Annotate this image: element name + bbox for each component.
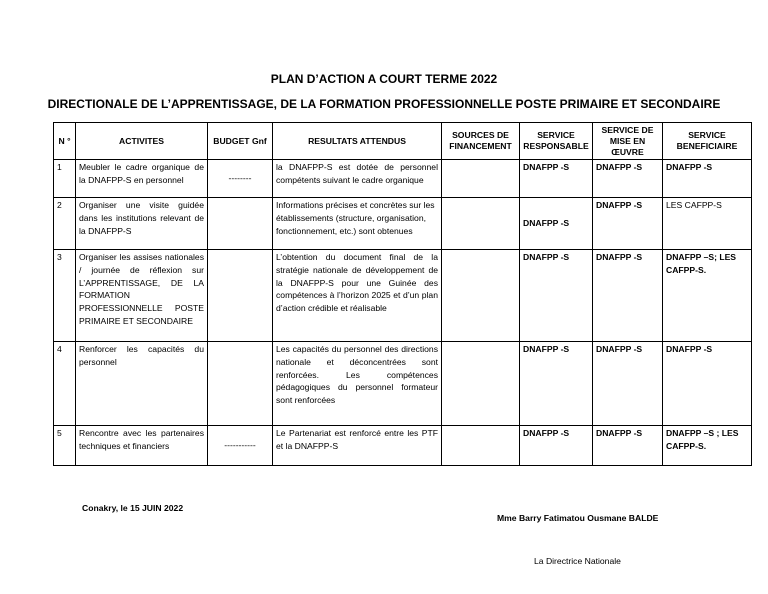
row-responsable: DNAFPP -S — [520, 198, 593, 250]
row-sources — [442, 250, 520, 342]
row-activite: Renforcer les capacités du personnel — [76, 342, 208, 426]
row-sources — [442, 342, 520, 426]
row-num: 2 — [54, 198, 76, 250]
table-header-row — [54, 123, 752, 160]
row-budget: ----------- — [208, 426, 273, 466]
header-responsable: SERVICE RESPONSABLE — [520, 123, 593, 160]
place-date: Conakry, le 15 JUIN 2022 — [82, 503, 184, 513]
document-title: PLAN D’ACTION A COURT TERME 2022 — [270, 72, 498, 86]
table-row — [54, 160, 752, 198]
signatory-role: La Directrice Nationale — [534, 556, 621, 566]
row-resultats: la DNAFPP-S est dotée de personnel compétents suivant le cadre organique — [273, 160, 442, 198]
row-num: 3 — [54, 250, 76, 342]
row-beneficiaire: DNAFPP -S — [663, 342, 752, 426]
row-sources — [442, 198, 520, 250]
action-plan-table — [53, 122, 752, 466]
row-responsable: DNAFPP -S — [520, 342, 593, 426]
table-row — [54, 342, 752, 426]
row-resultats: Informations précises et concrètes sur les établissements (structure, organisation, fonctionnement, etc.) sont obtenues — [273, 198, 442, 250]
table-row — [54, 250, 752, 342]
header-mise-en-oeuvre: SERVICE DE MISE EN ŒUVRE — [593, 123, 663, 160]
header-beneficiaire: SERVICE BENEFICIAIRE — [663, 123, 752, 160]
row-activite: Organiser une visite guidée dans les institutions relevant de la DNAFPP-S — [76, 198, 208, 250]
row-responsable: DNAFPP -S — [520, 426, 593, 466]
signatory-name: Mme Barry Fatimatou Ousmane BALDE — [497, 513, 659, 523]
row-responsable: DNAFPP -S — [520, 250, 593, 342]
row-mise-en-oeuvre: DNAFPP -S — [593, 198, 663, 250]
row-beneficiaire: DNAFPP -S — [663, 160, 752, 198]
row-num: 5 — [54, 426, 76, 466]
row-mise-en-oeuvre: DNAFPP -S — [593, 250, 663, 342]
row-activite: Meubler le cadre organique de la DNAFPP-S en personnel — [76, 160, 208, 198]
row-activite: Rencontre avec les partenaires techniques et financiers — [76, 426, 208, 466]
row-beneficiaire: DNAFPP –S ; LES CAFPP-S. — [663, 426, 752, 466]
row-budget — [208, 198, 273, 250]
row-budget — [208, 342, 273, 426]
row-mise-en-oeuvre: DNAFPP -S — [593, 342, 663, 426]
row-sources — [442, 426, 520, 466]
table-row — [54, 426, 752, 466]
header-activites: ACTIVITES — [76, 123, 208, 160]
row-beneficiaire: LES CAFPP-S — [663, 198, 752, 250]
row-responsable: DNAFPP -S — [520, 160, 593, 198]
document-subtitle: DIRECTIONALE DE L’APPRENTISSAGE, DE LA FORMATION PROFESSIONNELLE POSTE PRIMAIRE ET SECONDAIRE — [47, 97, 721, 111]
row-resultats: L’obtention du document final de la stratégie nationale de développement de la DNAFPP-S pour une Guinée des compétences à l’horizon 2025 et d’un plan d’action crédible et réalisable — [273, 250, 442, 342]
row-sources — [442, 160, 520, 198]
header-num: N ° — [54, 123, 76, 160]
row-budget — [208, 250, 273, 342]
row-activite: Organiser les assises nationales / journée de réflexion sur L’APPRENTISSAGE, DE LA FORMATION PROFESSIONNELLE POSTE PRIMAIRE ET SECONDAIRE — [76, 250, 208, 342]
row-mise-en-oeuvre: DNAFPP -S — [593, 160, 663, 198]
row-mise-en-oeuvre: DNAFPP -S — [593, 426, 663, 466]
row-beneficiaire: DNAFPP –S; LES CAFPP-S. — [663, 250, 752, 342]
header-budget: BUDGET Gnf — [208, 123, 273, 160]
table-row — [54, 198, 752, 250]
row-resultats: Le Partenariat est renforcé entre les PTF et la DNAFPP-S — [273, 426, 442, 466]
row-num: 4 — [54, 342, 76, 426]
header-sources: SOURCES DE FINANCEMENT — [442, 123, 520, 160]
row-num: 1 — [54, 160, 76, 198]
row-resultats: Les capacités du personnel des directions nationale et déconcentrées sont renforcées. Les compétences pédagogiques du personnel formateur sont renforcées — [273, 342, 442, 426]
header-resultats: RESULTATS ATTENDUS — [273, 123, 442, 160]
row-budget: -------- — [208, 160, 273, 198]
